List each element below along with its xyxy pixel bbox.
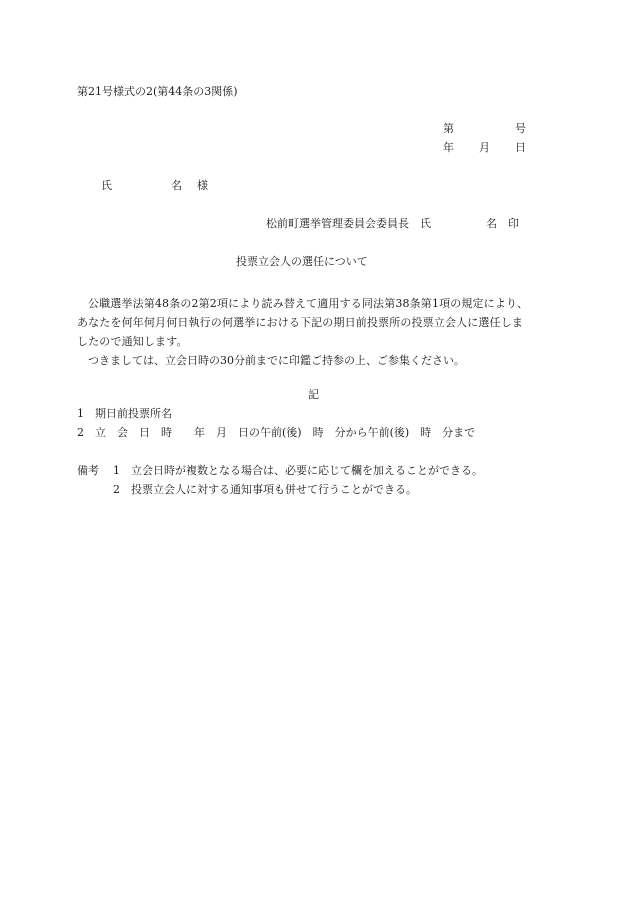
document-number-go: 号	[515, 122, 526, 135]
body-paragraph-2: つきましては、立会日時の30分前までに印鑑ご持参の上、ご参集ください。	[88, 354, 465, 367]
addressee-mei: 名	[171, 179, 182, 192]
remark-note-2: 2 投票立会人に対する通知事項も併せて行うことができる。	[113, 483, 417, 496]
date-day: 日	[515, 141, 526, 154]
addressee-shi: 氏	[101, 179, 112, 192]
item-polling-place: 1 期日前投票所名	[77, 407, 172, 420]
form-id: 第21号様式の2(第44条の3関係)	[77, 85, 238, 98]
item-attendance-datetime: 2 立 会 日 時 年 月 日の午前(後) 時 分から午前(後) 時 分まで	[77, 426, 476, 439]
ki-heading: 記	[308, 388, 319, 401]
remark-note-1: 1 立会日時が複数となる場合は、必要に応じて欄を加えることができる。	[113, 464, 483, 477]
body-paragraph-1: 公職選挙法第48条の2第2項により読み替えて適用する同法第38条第1項の規定により、あなたを何年何月何日執行の何選挙における下記の期日前投票所の投票立会人に選任しましたので通知します。	[77, 297, 529, 348]
issuer-line: 松前町選挙管理委員会委員長 氏 名 印	[266, 217, 519, 230]
document-subject: 投票立会人の選任について	[236, 255, 368, 268]
date-year: 年	[443, 141, 454, 154]
remarks-label: 備考	[77, 464, 99, 477]
date-month: 月	[479, 141, 490, 154]
document-number-dai: 第	[443, 122, 454, 135]
body-text	[77, 294, 529, 370]
addressee-sama: 様	[197, 179, 208, 192]
